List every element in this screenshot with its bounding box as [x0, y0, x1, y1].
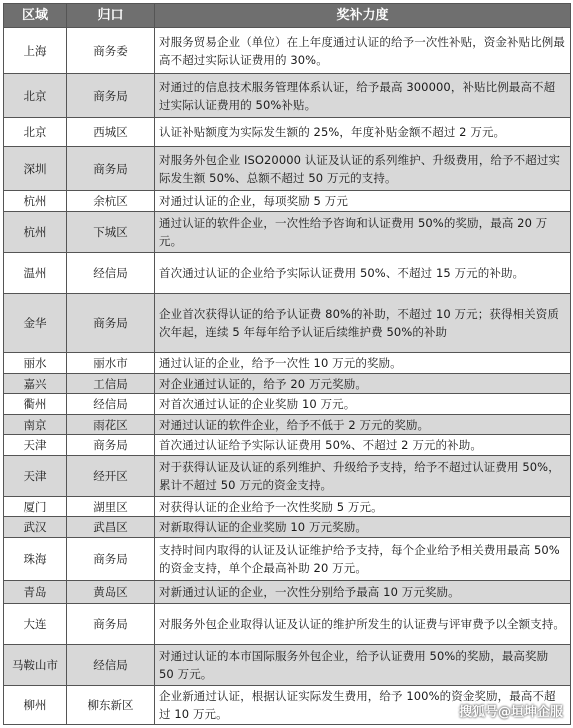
- header-dept: 归口: [67, 4, 155, 28]
- policy-cell: 对通过的信息技术服务管理体系认证，给予最高 300000，补贴比例最高不超过实际认证费用的 50%补贴。: [155, 74, 571, 118]
- table-row: [4, 191, 571, 212]
- dept-cell: 湖里区: [67, 496, 155, 517]
- region-cell: 嘉兴: [4, 373, 67, 394]
- region-cell: 杭州: [4, 191, 67, 212]
- dept-cell: 余杭区: [67, 191, 155, 212]
- region-cell: 柳州: [4, 685, 67, 724]
- dept-cell: 经开区: [67, 455, 155, 496]
- policy-cell: 企业首次获得认证的给予认证费 80%的补助，不超过 10 万元；获得相关资质次年起，连续 5 年每年给予认证后续维护费 50%的补助: [155, 293, 571, 353]
- region-cell: 衢州: [4, 394, 67, 415]
- dept-cell: 黄岛区: [67, 581, 155, 604]
- region-cell: 天津: [4, 455, 67, 496]
- region-cell: 金华: [4, 293, 67, 353]
- policy-cell: 支持时间内取得的认证及认证维护给予支持，每个企业给予相关费用最高 50%的资金支持，单个企最高补助 20 万元。: [155, 537, 571, 580]
- region-cell: 北京: [4, 118, 67, 147]
- policy-cell: 对服务外包企业 ISO20000 认证及认证的系列维护、升级费用，给予不超过实际发生额 50%、总额不超过 50 万元的支持。: [155, 147, 571, 191]
- region-cell: 大连: [4, 603, 67, 644]
- table-row: [4, 435, 571, 456]
- table-row: [4, 537, 571, 580]
- policy-cell: 对于获得认证及认证的系列维护、升级给予支持，给予不超过认证费用 50%，累计不超过 50 万元的资金支持。: [155, 455, 571, 496]
- policy-cell: 通过认证的企业，给予一次性 10 万元的奖励。: [155, 353, 571, 374]
- region-cell: 温州: [4, 252, 67, 293]
- policy-cell: 首次通过认证给予实际认证费用 50%、不超过 2 万元的补助。: [155, 435, 571, 456]
- dept-cell: 丽水市: [67, 353, 155, 374]
- dept-cell: 商务局: [67, 293, 155, 353]
- table-row: [4, 353, 571, 374]
- dept-cell: 经信局: [67, 644, 155, 685]
- table-row: [4, 373, 571, 394]
- policy-cell: 对服务外包企业取得认证及认证的维护所发生的认证费与评审费予以全额支持。: [155, 603, 571, 644]
- dept-cell: 经信局: [67, 394, 155, 415]
- table-row: [4, 455, 571, 496]
- dept-cell: 商务局: [67, 74, 155, 118]
- policy-cell: 通过认证的软件企业，一次性给予咨询和认证费用 50%的奖励，最高 20 万元。: [155, 211, 571, 252]
- table-row: [4, 293, 571, 353]
- region-cell: 深圳: [4, 147, 67, 191]
- region-cell: 北京: [4, 74, 67, 118]
- policy-cell: 首次通过认证的企业给予实际认证费用 50%、不超过 15 万元的补助。: [155, 252, 571, 293]
- table-row: [4, 394, 571, 415]
- region-cell: 青岛: [4, 581, 67, 604]
- table-row: [4, 414, 571, 435]
- dept-cell: 商务局: [67, 603, 155, 644]
- region-cell: 天津: [4, 435, 67, 456]
- dept-cell: 商务委: [67, 28, 155, 74]
- dept-cell: 柳东新区: [67, 685, 155, 724]
- policy-cell: 对企业通过认证的，给予 20 万元奖励。: [155, 373, 571, 394]
- policy-cell: 对通过认证的本市国际服务外包企业，给予认证费用 50%的奖励，最高奖励 50 万元。: [155, 644, 571, 685]
- subsidy-table: [3, 3, 571, 725]
- watermark: 搜狐号@垣坤企服: [458, 705, 563, 720]
- region-cell: 丽水: [4, 353, 67, 374]
- table-row: [4, 147, 571, 191]
- header-policy: 奖补力度: [155, 4, 571, 28]
- policy-cell: 对首次通过认证的企业奖励 10 万元。: [155, 394, 571, 415]
- header-region: 区域: [4, 4, 67, 28]
- region-cell: 武汉: [4, 517, 67, 538]
- policy-cell: 企业新通过认证，根据认证实际发生费用，给予 100%的资金奖励，最高不超过 10 万元。: [155, 685, 571, 724]
- region-cell: 珠海: [4, 537, 67, 580]
- dept-cell: 商务局: [67, 435, 155, 456]
- dept-cell: 工信局: [67, 373, 155, 394]
- policy-cell: 对新取得认证的企业奖励 10 万元奖励。: [155, 517, 571, 538]
- dept-cell: 商务局: [67, 537, 155, 580]
- table-row: [4, 517, 571, 538]
- policy-cell: 对服务贸易企业（单位）在上年度通过认证的给予一次性补贴，资金补贴比例最高不超过实际认证费用的 30%。: [155, 28, 571, 74]
- region-cell: 杭州: [4, 211, 67, 252]
- table-row: [4, 28, 571, 74]
- table-row: [4, 603, 571, 644]
- header-row: [4, 4, 571, 28]
- table-row: [4, 252, 571, 293]
- dept-cell: 西城区: [67, 118, 155, 147]
- table-row: [4, 496, 571, 517]
- dept-cell: 武昌区: [67, 517, 155, 538]
- region-cell: 上海: [4, 28, 67, 74]
- dept-cell: 下城区: [67, 211, 155, 252]
- table-row: [4, 581, 571, 604]
- dept-cell: 雨花区: [67, 414, 155, 435]
- policy-cell: 对通过认证的软件企业，给予不低于 2 万元的奖励。: [155, 414, 571, 435]
- table-row: [4, 211, 571, 252]
- region-cell: 南京: [4, 414, 67, 435]
- policy-cell: 对通过认证的企业，每项奖励 5 万元: [155, 191, 571, 212]
- dept-cell: 经信局: [67, 252, 155, 293]
- policy-cell: 对获得认证的企业给予一次性奖励 5 万元。: [155, 496, 571, 517]
- table-body: [4, 28, 571, 725]
- region-cell: 马鞍山市: [4, 644, 67, 685]
- dept-cell: 商务局: [67, 147, 155, 191]
- table-row: [4, 74, 571, 118]
- table-row: [4, 644, 571, 685]
- policy-cell: 认证补贴额度为实际发生额的 25%，年度补贴金额不超过 2 万元。: [155, 118, 571, 147]
- policy-cell: 对新通过认证的企业，一次性分别给予最高 10 万元奖励。: [155, 581, 571, 604]
- table-row: [4, 118, 571, 147]
- region-cell: 厦门: [4, 496, 67, 517]
